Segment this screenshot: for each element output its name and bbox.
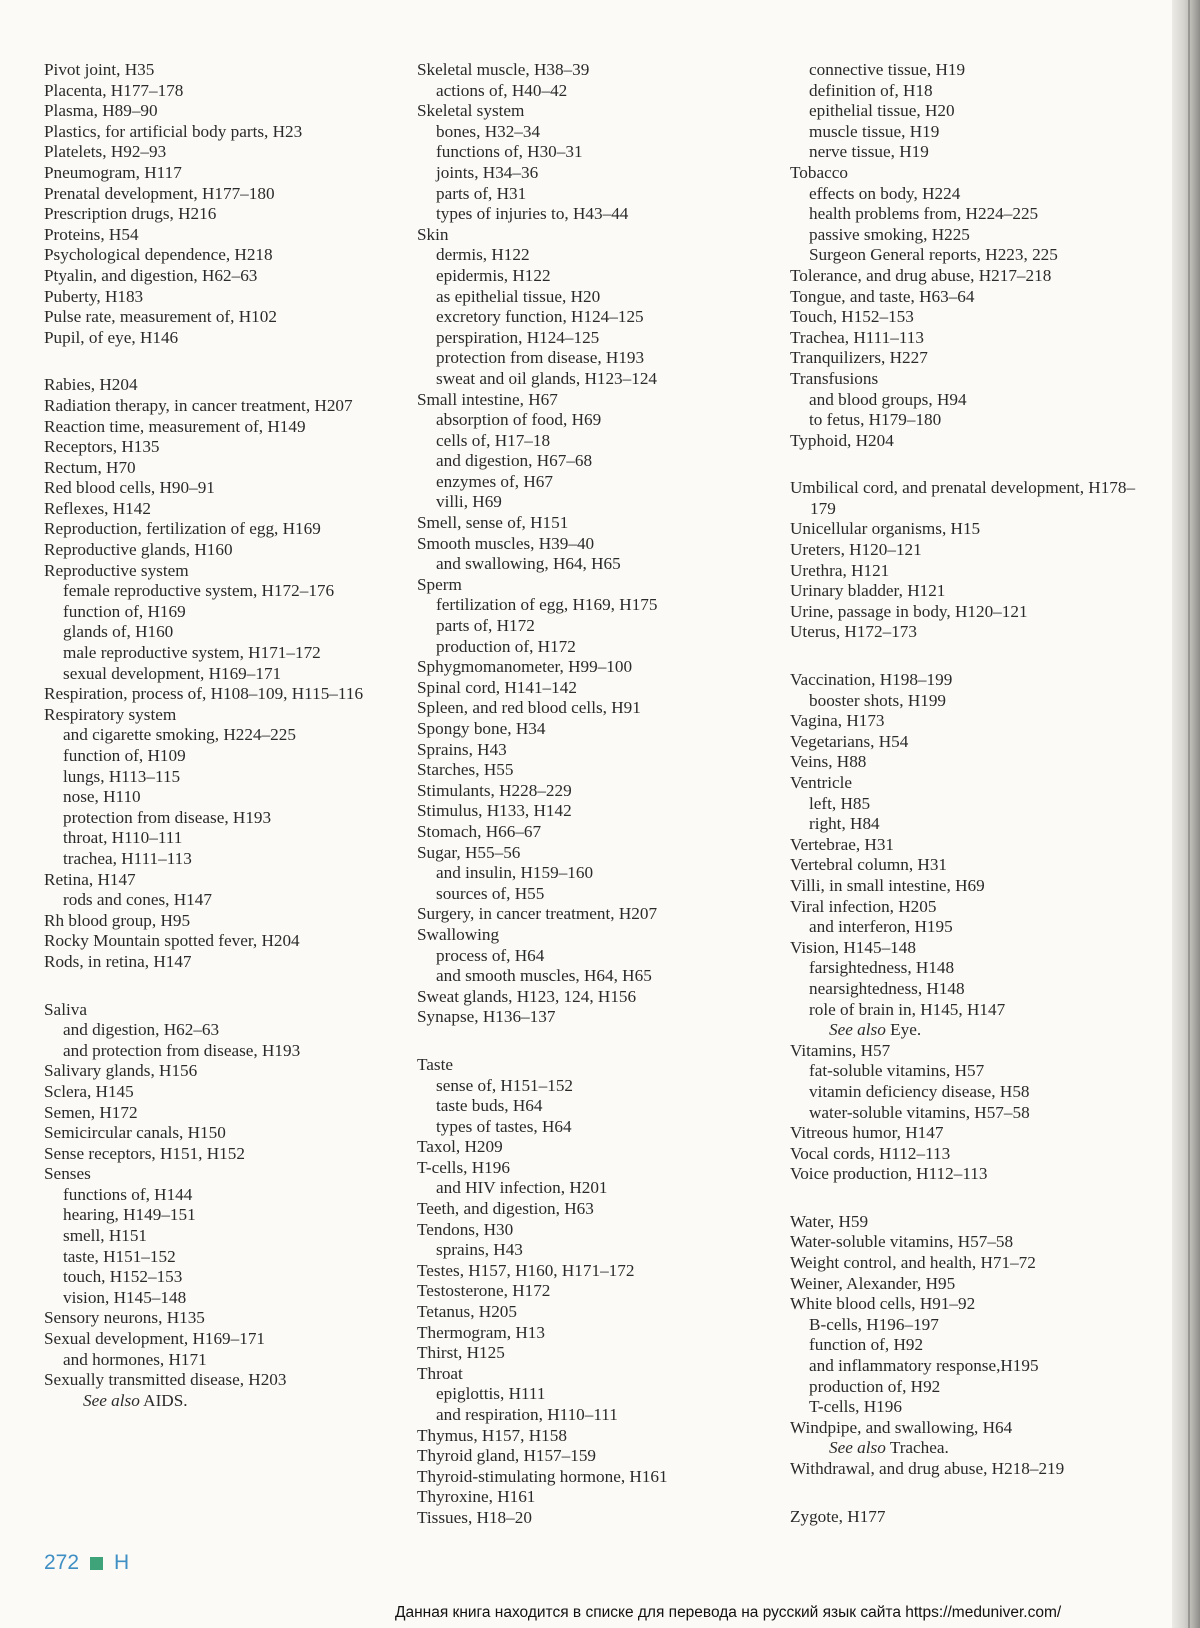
- index-subentry: sense of, H151–152: [436, 1075, 574, 1095]
- index-subentry: perspiration, H124–125: [436, 327, 600, 347]
- index-entry: Stimulus, H133, H142: [417, 801, 572, 821]
- index-entry: Sweat glands, H123, 124, H156: [417, 986, 637, 1006]
- index-entry: Proteins, H54: [44, 224, 139, 244]
- index-entry: Tetanus, H205: [417, 1302, 517, 1322]
- index-entry: Tendons, H30: [417, 1219, 514, 1239]
- see-also-label: See also: [829, 1438, 886, 1458]
- index-entry: Stomach, H66–67: [417, 821, 542, 841]
- see-also-target: Eye.: [890, 1020, 922, 1040]
- index-entry: Stimulants, H228–229: [417, 780, 572, 800]
- index-subentry: function of, H109: [63, 746, 186, 765]
- index-entry: Sensory neurons, H135: [44, 1308, 205, 1328]
- index-subentry: vision, H145–148: [63, 1287, 187, 1307]
- index-entry: Psychological dependence, H218: [44, 245, 273, 265]
- index-entry: Teeth, and digestion, H63: [417, 1199, 594, 1219]
- index-entry: Tranquilizers, H227: [790, 348, 928, 368]
- index-subentry: sexual development, H169–171: [63, 663, 282, 683]
- index-entry: Surgery, in cancer treatment, H207: [417, 904, 658, 924]
- index-subentry: and swallowing, H64, H65: [436, 554, 621, 574]
- index-subentry: process of, H64: [436, 945, 545, 965]
- index-subentry: and respiration, H110–111: [436, 1405, 618, 1424]
- index-entry: Thymus, H157, H158: [417, 1425, 567, 1445]
- index-subentry: Surgeon General reports, H223, 225: [809, 245, 1058, 265]
- index-subentry: fertilization of egg, H169, H175: [436, 595, 658, 615]
- index-entry: Pneumogram, H117: [44, 162, 182, 182]
- index-subentry: nearsightedness, H148: [809, 978, 965, 998]
- index-entry: Trachea, H111–113: [790, 327, 924, 347]
- index-subentry: bones, H32–34: [436, 121, 541, 141]
- index-entry: Smell, sense of, H151: [417, 513, 569, 533]
- index-entry: Sugar, H55–56: [417, 842, 521, 862]
- index-entry: Thyroxine, H161: [417, 1487, 536, 1507]
- index-entry: Withdrawal, and drug abuse, H218–219: [790, 1459, 1065, 1478]
- index-entry: Thyroid gland, H157–159: [417, 1446, 597, 1466]
- index-entry: Taste: [417, 1054, 454, 1074]
- index-entry: Tobacco: [790, 162, 848, 182]
- index-entry: Touch, H152–153: [790, 307, 914, 327]
- index-subentry: booster shots, H199: [809, 690, 947, 710]
- index-entry: Saliva: [44, 999, 87, 1019]
- index-entry: Rabies, H204: [44, 375, 138, 395]
- index-entry: Ptyalin, and digestion, H62–63: [44, 265, 258, 285]
- index-entry: Testes, H157, H160, H171–172: [417, 1260, 635, 1280]
- index-subentry: parts of, H31: [436, 183, 527, 203]
- index-subentry: touch, H152–153: [63, 1267, 183, 1287]
- index-entry: Rh blood group, H95: [44, 910, 191, 930]
- index-subentry: and protection from disease, H193: [63, 1040, 301, 1060]
- index-entry: Salivary glands, H156: [44, 1061, 198, 1081]
- index-entry: Transfusions: [790, 368, 879, 388]
- index-subentry: fat-soluble vitamins, H57: [809, 1061, 985, 1081]
- index-entry: Retina, H147: [44, 869, 136, 889]
- page-binding-line: [1188, 0, 1190, 1628]
- index-subentry: male reproductive system, H171–172: [63, 643, 321, 663]
- index-subentry: definition of, H18: [809, 80, 933, 100]
- index-subentry: functions of, H144: [63, 1184, 193, 1204]
- index-entry: Reaction time, measurement of, H149: [44, 416, 306, 436]
- index-subentry: actions of, H40–42: [436, 80, 568, 100]
- index-subentry: enzymes of, H67: [436, 471, 553, 491]
- index-subentry: taste, H151–152: [63, 1246, 176, 1266]
- index-entry: Red blood cells, H90–91: [44, 478, 215, 498]
- index-entry: Water, H59: [790, 1211, 869, 1231]
- index-entry: Vagina, H173: [790, 711, 885, 731]
- index-subentry: passive smoking, H225: [809, 224, 970, 244]
- index-subentry: cells of, H17–18: [436, 430, 551, 450]
- index-subentry: types of injuries to, H43–44: [436, 204, 629, 224]
- index-entry: Semen, H172: [44, 1102, 138, 1122]
- index-entry: Reflexes, H142: [44, 498, 151, 518]
- index-subentry: function of, H169: [63, 601, 186, 621]
- index-entry: Throat: [417, 1363, 463, 1383]
- index-entry: Semicircular canals, H150: [44, 1123, 226, 1143]
- index-subentry: sprains, H43: [436, 1240, 523, 1260]
- index-subentry: joints, H34–36: [436, 162, 539, 182]
- index-entry: T-cells, H196: [417, 1157, 510, 1177]
- index-entry: Weiner, Alexander, H95: [790, 1273, 956, 1293]
- index-subentry: hearing, H149–151: [63, 1205, 196, 1225]
- index-entry: Tissues, H18–20: [417, 1507, 532, 1527]
- index-entry: Vegetarians, H54: [790, 731, 909, 751]
- index-subentry: production of, H92: [809, 1376, 941, 1396]
- index-entry: Ventricle: [790, 773, 853, 792]
- index-entry: Tongue, and taste, H63–64: [790, 286, 975, 306]
- index-subentry: parts of, H172: [436, 616, 535, 636]
- index-subentry: muscle tissue, H19: [809, 121, 940, 141]
- index-subentry: epidermis, H122: [436, 265, 551, 285]
- index-entry: Radiation therapy, in cancer treatment, H207: [44, 395, 353, 415]
- page-number: 272: [44, 1551, 80, 1574]
- footer-square-icon: [90, 1557, 103, 1570]
- letter-group-gap: [790, 643, 1160, 670]
- index-entry: Spinal cord, H141–142: [417, 677, 577, 697]
- index-entry: Windpipe, and swallowing, H64: [790, 1417, 1013, 1437]
- index-entry: Villi, in small intestine, H69: [790, 875, 985, 895]
- index-entry: Vocal cords, H112–113: [790, 1143, 951, 1163]
- index-entry: Senses: [44, 1164, 91, 1184]
- index-entry: Smooth muscles, H39–40: [417, 533, 595, 553]
- index-subentry: as epithelial tissue, H20: [436, 286, 601, 306]
- index-entry: Vitreous humor, H147: [790, 1123, 944, 1143]
- index-entry: Sexually transmitted disease, H203: [44, 1370, 287, 1390]
- index-entry: Vaccination, H198–199: [790, 670, 953, 690]
- index-entry: Sprains, H43: [417, 739, 507, 759]
- index-entry: Viral infection, H205: [790, 896, 937, 916]
- site-notice: Данная книга находится в списке для перевода на русский язык сайта https://meduniver.com/: [395, 1604, 1062, 1621]
- see-also-reference: [790, 1020, 1160, 1041]
- index-column-1: [44, 60, 404, 1411]
- index-subentry: and digestion, H62–63: [63, 1020, 220, 1040]
- index-subentry: villi, H69: [436, 492, 502, 512]
- index-subentry: farsightedness, H148: [809, 958, 955, 978]
- index-subentry: and digestion, H67–68: [436, 451, 593, 471]
- index-entry: Prenatal development, H177–180: [44, 183, 275, 203]
- index-entry: Vertebrae, H31: [790, 834, 895, 854]
- index-entry: Skeletal system: [417, 101, 525, 121]
- index-column-2: [417, 60, 777, 1529]
- section-letter: H: [114, 1551, 130, 1574]
- index-entry: Reproductive glands, H160: [44, 540, 233, 560]
- index-subentry: glands of, H160: [63, 622, 174, 642]
- index-subentry: functions of, H30–31: [436, 142, 583, 162]
- index-entry: Thyroid-stimulating hormone, H161: [417, 1466, 668, 1486]
- index-subentry: epiglottis, H111: [436, 1384, 546, 1404]
- index-entry: Receptors, H135: [44, 437, 160, 457]
- see-also-target: Trachea.: [889, 1438, 949, 1458]
- index-entry: Synapse, H136–137: [417, 1007, 556, 1027]
- index-subentry: production of, H172: [436, 636, 576, 656]
- index-subentry: and blood groups, H94: [809, 389, 967, 409]
- index-entry: Prescription drugs, H216: [44, 204, 217, 224]
- index-entry: Vision, H145–148: [790, 937, 916, 957]
- index-subentry: and smooth muscles, H64, H65: [436, 966, 652, 986]
- index-entry: Ureters, H120–121: [790, 540, 922, 560]
- page-binding-edge: [1172, 0, 1200, 1628]
- index-entry: Spongy bone, H34: [417, 719, 546, 738]
- index-subentry: smell, H151: [63, 1226, 148, 1246]
- index-entry: Pivot joint, H35: [44, 60, 155, 79]
- index-subentry: and insulin, H159–160: [436, 863, 594, 883]
- index-subentry: throat, H110–111: [63, 828, 183, 848]
- see-also-reference: [44, 1391, 404, 1412]
- index-entry: Sclera, H145: [44, 1081, 134, 1101]
- index-entry: Urine, passage in body, H120–121: [790, 601, 1028, 621]
- index-entry: Rocky Mountain spotted fever, H204: [44, 931, 300, 951]
- index-subentry: health problems from, H224–225: [809, 204, 1039, 224]
- index-entry: Vertebral column, H31: [790, 855, 948, 875]
- index-entry: Testosterone, H172: [417, 1281, 551, 1301]
- index-entry: Thermogram, H13: [417, 1322, 545, 1342]
- index-entry: Placenta, H177–178: [44, 80, 184, 100]
- index-subentry: and hormones, H171: [63, 1349, 207, 1369]
- index-entry: Uterus, H172–173: [790, 622, 917, 642]
- index-entry: Plasma, H89–90: [44, 101, 158, 121]
- index-entry: Skin: [417, 224, 449, 244]
- index-entry: Vitamins, H57: [790, 1040, 891, 1060]
- index-subentry: effects on body, H224: [809, 183, 961, 203]
- index-entry: Puberty, H183: [44, 286, 144, 306]
- index-subentry: sources of, H55: [436, 883, 545, 903]
- index-entry: Skeletal muscle, H38–39: [417, 60, 590, 79]
- see-also-label: See also: [83, 1390, 140, 1410]
- index-column-3: [790, 60, 1160, 1527]
- index-subentry: epithelial tissue, H20: [809, 101, 955, 121]
- index-subentry: excretory function, H124–125: [436, 307, 644, 327]
- see-also-label: See also: [829, 1020, 886, 1040]
- index-entry: Pulse rate, measurement of, H102: [44, 307, 277, 327]
- page-footer: [44, 1551, 129, 1575]
- index-entry: Respiration, process of, H108–109, H115–116: [44, 684, 364, 704]
- index-subentry: left, H85: [809, 793, 871, 813]
- index-subentry: vitamin deficiency disease, H58: [809, 1081, 1030, 1101]
- index-entry: Pupil, of eye, H146: [44, 327, 179, 347]
- index-entry: Rods, in retina, H147: [44, 951, 192, 971]
- index-entry: Rectum, H70: [44, 457, 136, 477]
- index-subentry: role of brain in, H145, H147: [809, 999, 1006, 1019]
- index-entry: Reproduction, fertilization of egg, H169: [44, 519, 321, 539]
- index-subentry: B-cells, H196–197: [809, 1314, 939, 1334]
- index-entry: White blood cells, H91–92: [790, 1294, 976, 1314]
- index-entry: Umbilical cord, and prenatal development, H178–179: [790, 478, 1136, 518]
- index-entry: Reproductive system: [44, 560, 189, 580]
- index-entry: Plastics, for artificial body parts, H23: [44, 121, 303, 141]
- index-subentry: water-soluble vitamins, H57–58: [809, 1102, 1030, 1122]
- index-entry: Sphygmomanometer, H99–100: [417, 657, 633, 677]
- index-subentry: protection from disease, H193: [63, 807, 272, 827]
- index-entry: Swallowing: [417, 924, 500, 944]
- index-subentry: nose, H110: [63, 787, 141, 807]
- index-entry: Starches, H55: [417, 760, 514, 780]
- index-entry: Taxol, H209: [417, 1137, 503, 1157]
- index-entry: Sexual development, H169–171: [44, 1329, 266, 1349]
- letter-group-gap: [44, 348, 404, 375]
- index-subentry: dermis, H122: [436, 245, 530, 265]
- index-subentry: nerve tissue, H19: [809, 142, 929, 162]
- index-entry: Sense receptors, H151, H152: [44, 1143, 245, 1163]
- index-entry: Weight control, and health, H71–72: [790, 1253, 1036, 1273]
- index-subentry: trachea, H111–113: [63, 848, 192, 868]
- index-subentry: function of, H92: [809, 1335, 924, 1355]
- index-entry: Veins, H88: [790, 752, 867, 772]
- index-subentry: and HIV infection, H201: [436, 1178, 608, 1198]
- index-entry: Urinary bladder, H121: [790, 581, 946, 601]
- index-subentry: rods and cones, H147: [63, 890, 212, 910]
- index-entry: Typhoid, H204: [790, 430, 894, 450]
- letter-group-gap: [417, 1028, 777, 1055]
- index-entry: Small intestine, H67: [417, 389, 558, 409]
- index-entry: Water-soluble vitamins, H57–58: [790, 1232, 1014, 1252]
- index-entry: Thirst, H125: [417, 1343, 505, 1363]
- index-subentry: protection from disease, H193: [436, 348, 645, 368]
- index-subentry: right, H84: [809, 814, 880, 834]
- index-subentry: lungs, H113–115: [63, 766, 181, 786]
- letter-group-gap: [790, 451, 1160, 478]
- index-entry: Sperm: [417, 574, 462, 594]
- index-subentry: sweat and oil glands, H123–124: [436, 368, 658, 388]
- index-subentry: absorption of food, H69: [436, 410, 602, 430]
- index-entry: Spleen, and red blood cells, H91: [417, 698, 641, 718]
- index-entry: Tolerance, and drug abuse, H217–218: [790, 265, 1052, 285]
- index-entry: Respiratory system: [44, 704, 177, 724]
- index-subentry: to fetus, H179–180: [809, 410, 942, 430]
- index-subentry: connective tissue, H19: [809, 60, 966, 79]
- index-subentry: and cigarette smoking, H224–225: [63, 725, 296, 745]
- index-entry: Unicellular organisms, H15: [790, 519, 981, 539]
- index-entry: Urethra, H121: [790, 560, 890, 580]
- index-subentry: types of tastes, H64: [436, 1116, 572, 1136]
- index-entry: Voice production, H112–113: [790, 1164, 988, 1184]
- letter-group-gap: [44, 973, 404, 1000]
- letter-group-gap: [790, 1480, 1160, 1507]
- see-also-target: AIDS.: [143, 1390, 188, 1410]
- letter-group-gap: [790, 1185, 1160, 1212]
- index-subentry: and interferon, H195: [809, 917, 953, 937]
- index-subentry: taste buds, H64: [436, 1096, 543, 1116]
- index-subentry: female reproductive system, H172–176: [63, 581, 335, 601]
- index-subentry: and inflammatory response,H195: [809, 1356, 1039, 1376]
- index-entry: Zygote, H177: [790, 1506, 886, 1526]
- see-also-reference: [790, 1438, 1160, 1459]
- index-subentry: T-cells, H196: [809, 1397, 902, 1417]
- index-entry: Platelets, H92–93: [44, 142, 167, 162]
